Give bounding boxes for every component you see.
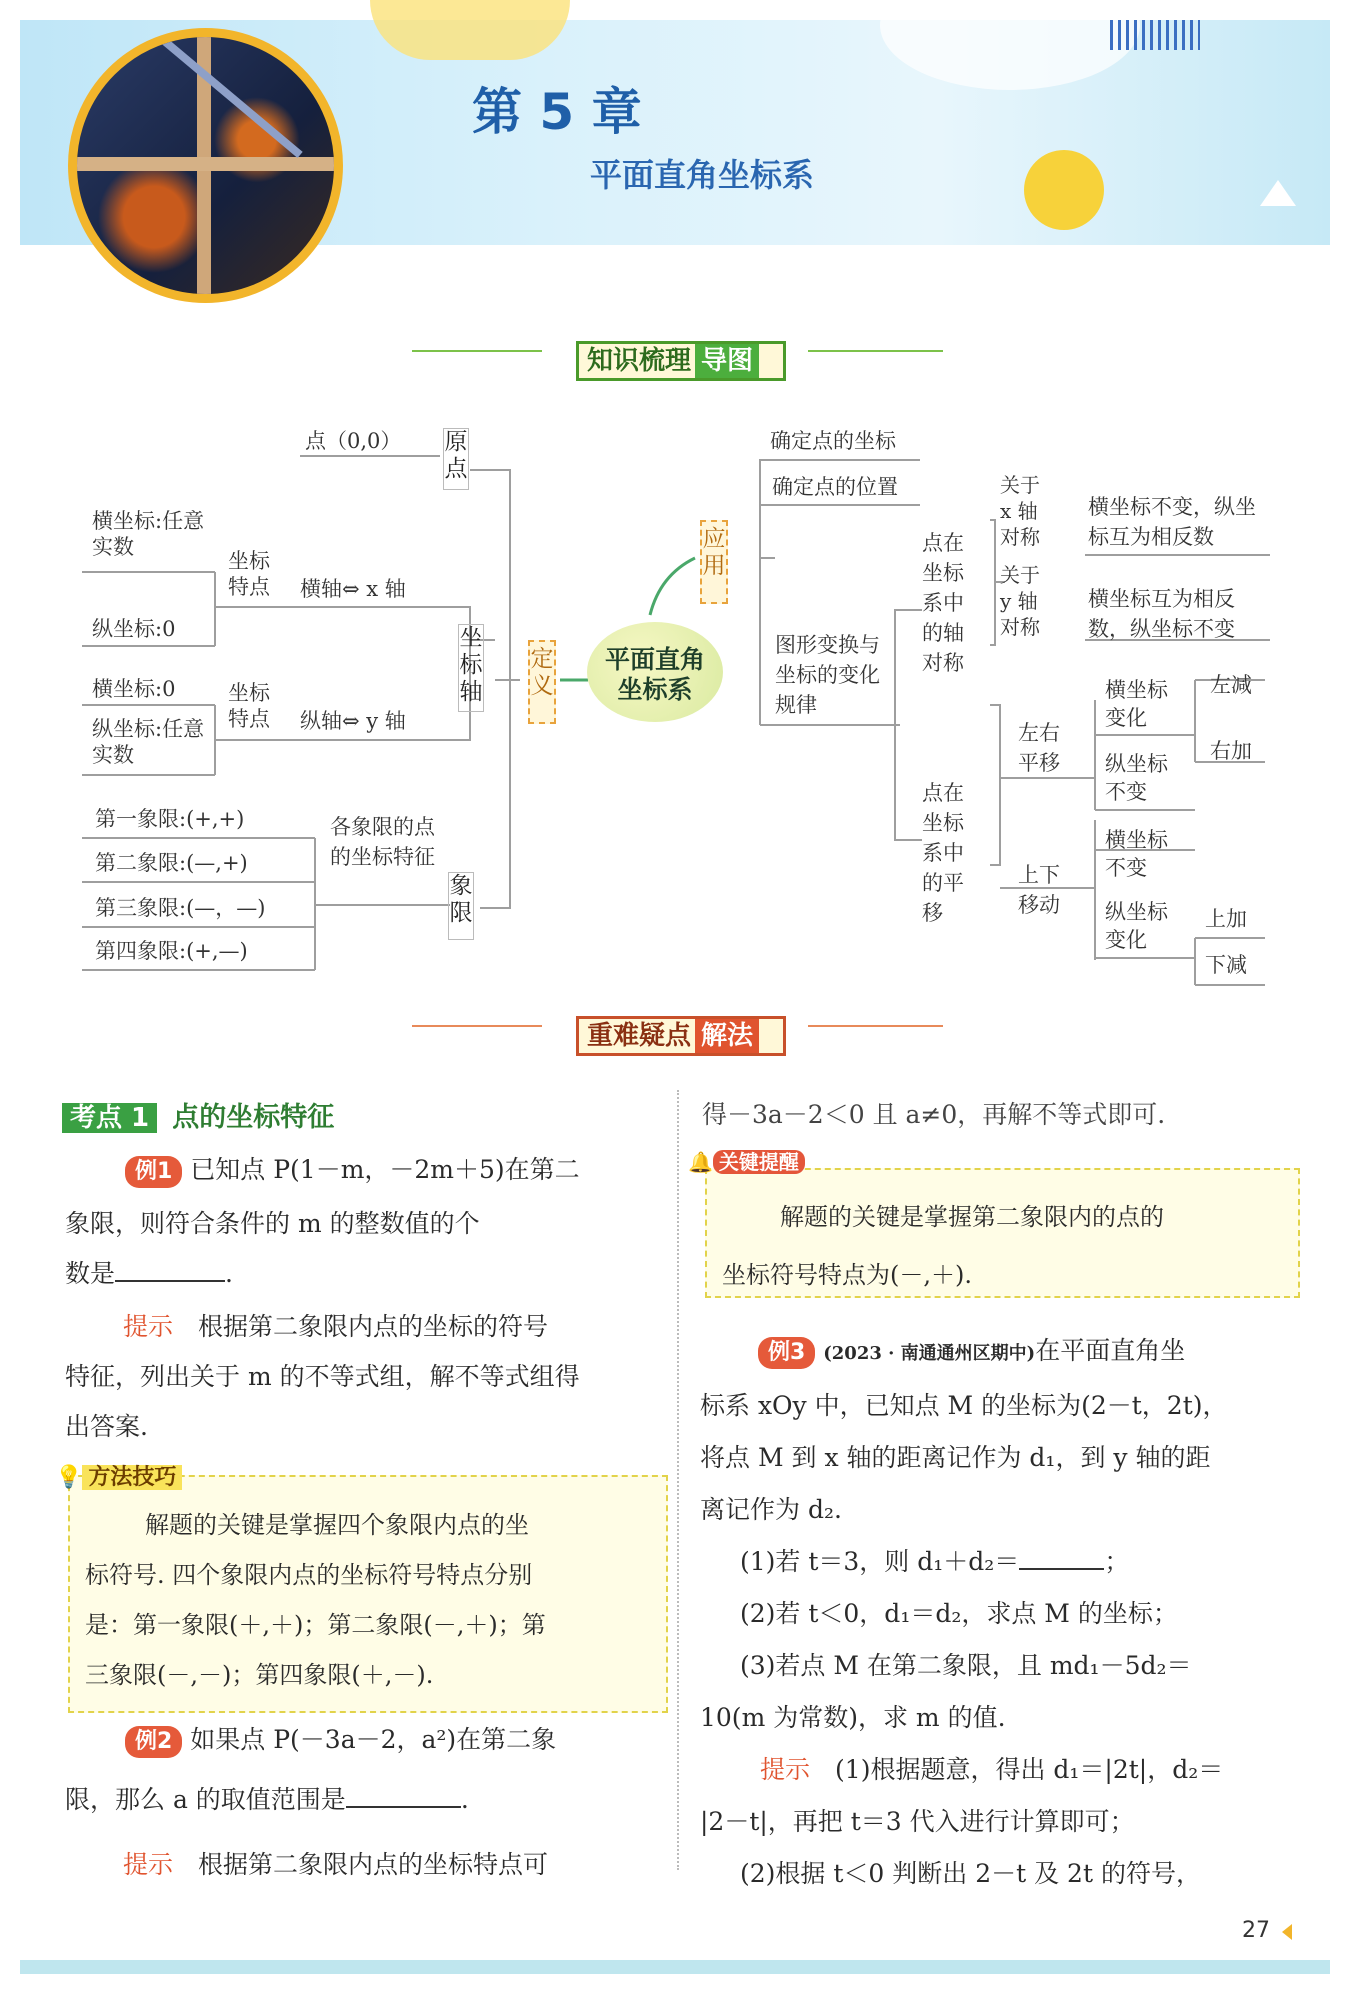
example-3-line2: 标系 xOy 中，已知点 M 的坐标为(2－t，2t)， [700, 1391, 1228, 1420]
page-arrow-icon [1282, 1924, 1292, 1940]
hint-1 [65, 1307, 665, 1447]
method-line4: 三象限(－,－)；第四象限(＋,－). [85, 1661, 434, 1689]
example-1-tag: 例1 [125, 1156, 182, 1188]
y-axis-vertical: 纵坐标:任意实数 [92, 717, 205, 767]
hint-label: 提示 [123, 1312, 174, 1341]
mindmap-definition: 定义 [528, 640, 556, 724]
answer-blank [346, 1780, 461, 1808]
example-2: 例2 如果点 P(－3a－2，a²)在第二象 限，那么 a 的取值范围是 . [65, 1725, 557, 1814]
lightbulb-icon: 💡 [55, 1465, 83, 1490]
x-axis-feature: 坐标特点 [228, 549, 270, 599]
banner-highlight: 导图 [695, 344, 759, 378]
method-line2: 标符号. 四个象限内点的坐标符号特点分别 [85, 1561, 533, 1589]
bell-icon: 🔔 [688, 1150, 713, 1174]
trans-lr-left: 左减 [1210, 673, 1252, 697]
mindmap-axis: 坐标轴 [458, 624, 484, 712]
key-reminder-label [688, 1146, 805, 1175]
sym-y: 关于 y 轴对称 [1000, 563, 1040, 639]
example-2-tag: 例2 [125, 1726, 182, 1758]
example-3-source: (2023 · 南通通州区期中) [823, 1343, 1036, 1364]
hint-3-line2: |2－t|，再把 t＝3 代入进行计算即可； [700, 1807, 1135, 1836]
sym-node: 点在坐标系中的轴对称 [922, 531, 964, 675]
hint-label: 提示 [760, 1755, 811, 1784]
x-axis-label: 横轴⇔ x 轴 [300, 577, 406, 601]
trans-lr-h: 横坐标变化 [1105, 678, 1168, 730]
hint-1-line1: 根据第二象限内点的坐标的符号 [198, 1312, 549, 1341]
kaodian-title: 点的坐标特征 [172, 1102, 335, 1133]
trans-lr-right: 右加 [1210, 739, 1252, 763]
x-axis-horizontal: 横坐标:任意实数 [92, 509, 205, 559]
mindmap-quadrant: 象限 [448, 872, 474, 940]
mindmap-origin-point: 点（0,0） [305, 429, 402, 453]
trans-lr: 左右平移 [1018, 721, 1060, 775]
quadrant-3: 第三象限:(—，—) [95, 896, 266, 920]
quadrant-feature: 各象限的点的坐标特征 [330, 815, 435, 869]
footer-band [20, 1960, 1330, 1974]
example-2-line1: 如果点 P(－3a－2，a²)在第二象 [190, 1725, 557, 1754]
kaodian-header [62, 1095, 334, 1137]
example-1-line1: 已知点 P(1－m，－2m＋5)在第二 [190, 1155, 580, 1184]
banner-highlight: 解法 [695, 1019, 759, 1053]
example-1: 例1 已知点 P(1－m，－2m＋5)在第二 象限，则符合条件的 m 的整数值的个 数是 . [65, 1150, 665, 1294]
hint-2-line1: 根据第二象限内点的坐标特点可 [198, 1850, 549, 1879]
trans-ud-v: 纵坐标变化 [1105, 900, 1168, 952]
page-number: 27 [1242, 1918, 1270, 1943]
example-3-tag: 例3 [758, 1337, 815, 1369]
example-3-line1: 在平面直角坐 [1035, 1336, 1186, 1365]
method-text [85, 1500, 660, 1700]
app-determine-position: 确定点的位置 [772, 475, 898, 499]
kaodian-tag: 考点 1 [62, 1103, 157, 1133]
trans-ud-down: 下减 [1205, 953, 1247, 977]
banner-line-left [412, 1025, 542, 1027]
sym-x: 关于 x 轴对称 [1000, 473, 1040, 549]
app-transform: 图形变换与坐标的变化规律 [775, 633, 880, 717]
sym-x-rule: 横坐标不变，纵坐标互为相反数 [1088, 495, 1256, 549]
quadrant-2: 第二象限:(—,+) [95, 851, 248, 875]
quadrant-1: 第一象限:(+,+) [95, 807, 245, 831]
key-reminder-label-text: 关键提醒 [713, 1150, 805, 1174]
chapter-number: 第 5 章 [472, 83, 642, 141]
mindmap-application: 应用 [700, 520, 728, 604]
example-3-line4: 离记作为 d₂. [700, 1495, 842, 1524]
example-2-line2: 限，那么 a 的取值范围是 [65, 1785, 346, 1814]
y-axis-label: 纵轴⇔ y 轴 [300, 709, 406, 733]
trans-ud: 上下移动 [1018, 863, 1060, 917]
key-line1: 解题的关键是掌握第二象限内的点的 [780, 1203, 1164, 1231]
trans-node: 点在坐标系中的平移 [922, 781, 964, 925]
mindmap-center-label: 平面直角坐标系 [604, 645, 705, 704]
key-reminder-text [722, 1188, 1292, 1304]
method-line3: 是：第一象限(＋,＋)；第二象限(－,＋)；第 [85, 1611, 546, 1639]
banner-line-right [808, 1025, 943, 1027]
method-line1: 解题的关键是掌握四个象限内点的坐 [145, 1511, 529, 1539]
chapter-title: 平面直角坐标系 [590, 156, 815, 194]
column-divider [677, 1090, 679, 1870]
banner-text: 知识梳理 [587, 346, 692, 376]
key-line2: 坐标符号特点为(－,＋). [722, 1261, 972, 1289]
continued-text: 得－3a－2＜0 且 a≠0，再解不等式即可. [702, 1100, 1166, 1129]
banner-text: 重难疑点 [587, 1021, 692, 1051]
section-banner-difficulties [576, 1016, 786, 1056]
answer-blank [1019, 1542, 1104, 1570]
hint-2 [123, 1845, 663, 1885]
hint-1-line2: 特征，列出关于 m 的不等式组，解不等式组得 [65, 1362, 580, 1391]
trans-ud-up: 上加 [1205, 907, 1247, 931]
hint-label: 提示 [123, 1850, 174, 1879]
example-1-line2: 象限，则符合条件的 m 的整数值的个 [65, 1209, 480, 1238]
method-label [55, 1460, 182, 1491]
y-axis-horizontal: 横坐标:0 [92, 677, 176, 701]
hint-3-line1: (1)根据题意，得出 d₁＝|2t|，d₂＝ [835, 1755, 1224, 1784]
x-axis-vertical: 纵坐标:0 [92, 617, 176, 641]
sym-y-rule: 横坐标互为相反数，纵坐标不变 [1088, 587, 1235, 641]
quadrant-4: 第四象限:(+,—) [95, 939, 248, 963]
question-3-line1: (3)若点 M 在第二象限，且 md₁－5d₂＝ [740, 1651, 1192, 1680]
mindmap-origin: 原点 [443, 428, 469, 490]
answer-blank [115, 1254, 225, 1282]
method-label-text: 方法技巧 [82, 1465, 182, 1490]
trans-lr-v: 纵坐标不变 [1105, 752, 1168, 804]
app-determine-coordinates: 确定点的坐标 [770, 429, 896, 453]
hint-1-line3: 出答案. [65, 1412, 148, 1441]
example-3-line3: 将点 M 到 x 轴的距离记作为 d₁，到 y 轴的距 [700, 1443, 1211, 1472]
question-1: (1)若 t＝3，则 d₁＋d₂＝ [740, 1547, 1020, 1576]
trans-ud-h: 横坐标不变 [1105, 828, 1168, 880]
y-axis-feature: 坐标特点 [228, 681, 270, 731]
question-2: (2)若 t＜0，d₁＝d₂，求点 M 的坐标； [740, 1599, 1178, 1628]
question-3-line2: 10(m 为常数)，求 m 的值. [700, 1703, 1006, 1732]
hint-3-line3: (2)根据 t＜0 判断出 2－t 及 2t 的符号， [740, 1859, 1201, 1888]
example-3: 例3 (2023 · 南通通州区期中)在平面直角坐 标系 xOy 中，已知点 M 的坐标为(2－t，2t)， 将点 M 到 x 轴的距离记作为 d₁，到 y 轴的距 离记作为 d₂. (1)若 t＝3，则 d₁＋d₂＝ ； (2)若 t＜0，d₁＝d₂，求点 M 的坐标； (3)若点 M 在第二象限，且 md₁－5d₂＝ 10(m 为常数)，求 m 的值. 提示 (1)根据题意，得出 d₁＝|2t|，d₂＝ |2－t|，再把 t＝3 代入进行计算即可； (2)根据 t＜0 判断出 2－t 及 2t 的符号， [700, 1325, 1310, 1900]
example-1-line3: 数是 [65, 1259, 116, 1288]
